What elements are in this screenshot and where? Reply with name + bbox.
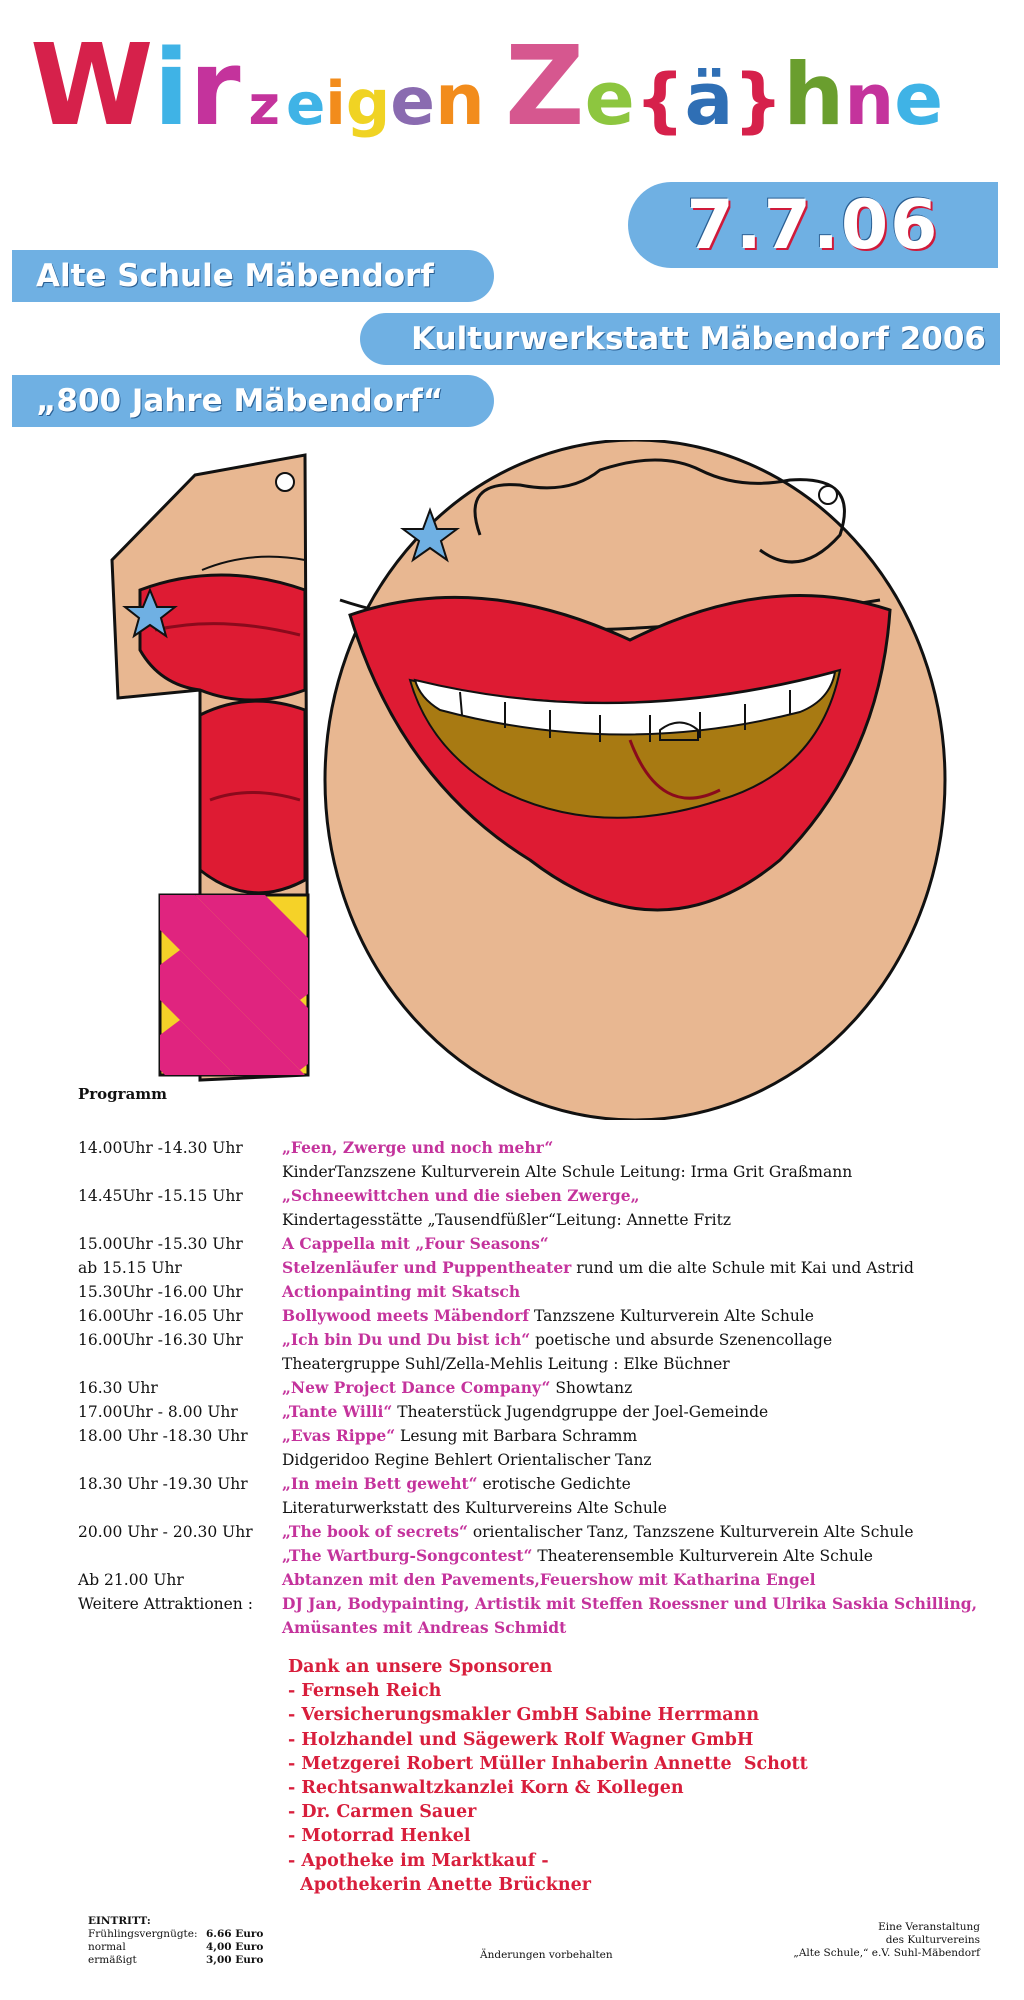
program-time: 16.30 Uhr — [78, 1379, 158, 1397]
title-letter: n — [844, 59, 895, 141]
sponsor-item: - Versicherungsmakler GmbH Sabine Herrmann — [288, 1705, 760, 1726]
program-row — [78, 1544, 978, 1568]
poster-title — [30, 21, 1000, 180]
program-highlight: „Schneewittchen und die sieben Zwerge„ — [282, 1186, 640, 1205]
program-row — [78, 1400, 978, 1424]
sponsor-item: - Rechtsanwaltzkanzlei Korn & Kollegen — [288, 1778, 684, 1799]
sponsor-item: - Metzgerei Robert Müller Inhaberin Annette Schott — [288, 1753, 808, 1774]
venue-name: Alte Schule Mäbendorf — [36, 258, 434, 294]
program-row — [78, 1184, 978, 1208]
organizer-banner — [360, 313, 1000, 365]
program-description — [282, 1448, 978, 1472]
price-label: ermäßigt — [88, 1954, 137, 1966]
date-banner — [628, 182, 998, 268]
program-description — [282, 1472, 978, 1496]
program-row — [78, 1136, 978, 1160]
program-detail: erotische Gedichte — [477, 1475, 631, 1493]
title-letter: Z — [504, 22, 585, 150]
sponsor-item: - Motorrad Henkel — [288, 1826, 471, 1847]
program-row — [78, 1616, 978, 1640]
program-time — [78, 1352, 282, 1376]
sponsor-item: - Holzhandel und Sägewerk Rolf Wagner GmbH — [288, 1729, 754, 1750]
ten-mouth-illustration — [100, 440, 980, 1120]
program-time: 16.00Uhr -16.30 Uhr — [78, 1331, 243, 1349]
program-heading: Programm — [78, 1085, 168, 1103]
digit-one-graphic — [112, 455, 340, 1120]
program-description — [282, 1496, 978, 1520]
program-row — [78, 1280, 978, 1304]
program-highlight: „Tante Willi“ — [282, 1402, 393, 1421]
program-row — [78, 1568, 978, 1592]
anniversary-text: „800 Jahre Mäbendorf“ — [36, 383, 444, 419]
program-highlight: „Feen, Zwerge und noch mehr“ — [282, 1138, 554, 1157]
program-time: 14.00Uhr -14.30 Uhr — [78, 1139, 243, 1157]
program-description — [282, 1328, 978, 1352]
program-description — [282, 1616, 978, 1640]
sponsor-item: Apothekerin Anette Brückner — [288, 1874, 591, 1895]
program-time — [78, 1208, 282, 1232]
program-time: 18.30 Uhr -19.30 Uhr — [78, 1475, 248, 1493]
program-highlight: „Evas Rippe“ — [282, 1426, 396, 1445]
program-time — [78, 1616, 282, 1640]
program-detail: KinderTanzszene Kulturverein Alte Schule Leitung: Irma Grit Graßmann — [282, 1163, 853, 1181]
program-description — [282, 1304, 978, 1328]
title-letter: e — [584, 56, 635, 142]
credit-line: des Kulturvereins — [885, 1934, 980, 1946]
program-detail: orientalischer Tanz, Tanzszene Kulturverein Alte Schule — [467, 1523, 914, 1541]
program-highlight: Bollywood meets Mäbendorf — [282, 1306, 530, 1325]
sponsor-heading: Dank an unsere Sponsoren — [288, 1657, 553, 1677]
program-highlight: „Ich bin Du und Du bist ich“ — [282, 1330, 531, 1349]
program-description — [282, 1592, 978, 1616]
program-time: Weitere Attraktionen : — [78, 1595, 253, 1613]
program-time: 15.00Uhr -15.30 Uhr — [78, 1235, 243, 1253]
price-label: normal — [88, 1941, 126, 1953]
title-letter: h — [783, 45, 845, 145]
program-highlight: Stelzenläufer und Puppentheater — [282, 1258, 572, 1277]
program-description — [282, 1184, 978, 1208]
title-letter: r — [189, 27, 241, 149]
program-list — [78, 1136, 978, 1640]
program-time — [78, 1496, 282, 1520]
program-detail: Tanzszene Kulturverein Alte Schule — [529, 1307, 814, 1325]
program-row — [78, 1424, 978, 1448]
program-time: 20.00 Uhr - 20.30 Uhr — [78, 1523, 253, 1541]
title-letter: } — [733, 59, 784, 141]
program-highlight: „In mein Bett geweht“ — [282, 1474, 478, 1493]
program-highlight: A Cappella mit „Four Seasons“ — [282, 1234, 549, 1253]
program-row — [78, 1304, 978, 1328]
price-row — [88, 1954, 263, 1967]
program-highlight: „New Project Dance Company“ — [282, 1378, 551, 1397]
digit-zero-face — [325, 440, 945, 1120]
program-time: Ab 21.00 Uhr — [78, 1571, 184, 1589]
program-time: 16.00Uhr -16.05 Uhr — [78, 1307, 243, 1325]
program-row — [78, 1592, 978, 1616]
program-time — [78, 1544, 282, 1568]
program-row — [78, 1160, 978, 1184]
program-highlight: „The Wartburg-Songcontest“ — [282, 1546, 533, 1565]
program-description — [282, 1400, 978, 1424]
program-time: 15.30Uhr -16.00 Uhr — [78, 1283, 243, 1301]
program-description — [282, 1376, 978, 1400]
title-letter: n — [435, 59, 485, 141]
program-detail: Theaterstück Jugendgruppe der Joel-Gemeinde — [392, 1403, 769, 1421]
organizer-credit — [793, 1921, 980, 1960]
program-description — [282, 1208, 978, 1232]
program-time — [78, 1160, 282, 1184]
program-highlight: DJ Jan, Bodypainting, Artistik mit Steffen Roessner und Ulrika Saskia Schilling, — [282, 1594, 977, 1613]
program-description — [282, 1232, 978, 1256]
program-row — [78, 1208, 978, 1232]
title-letter: e — [894, 57, 944, 141]
price-value: 6.66 Euro — [206, 1928, 264, 1940]
program-detail: Literaturwerkstatt des Kulturvereins Alte Schule — [282, 1499, 667, 1517]
program-time — [78, 1448, 282, 1472]
anniversary-banner — [12, 375, 494, 427]
event-date: 7.7.06 — [686, 185, 940, 265]
program-detail: Theatergruppe Suhl/Zella-Mehlis Leitung : Elke Büchner — [282, 1355, 730, 1373]
program-detail: rund um die alte Schule mit Kai und Astrid — [571, 1259, 914, 1277]
program-detail: Didgeridoo Regine Behlert Orientalischer Tanz — [282, 1451, 652, 1469]
program-description — [282, 1544, 978, 1568]
entry-label: EINTRITT: — [88, 1915, 151, 1927]
program-time: 14.45Uhr -15.15 Uhr — [78, 1187, 243, 1205]
title-letter: e — [390, 63, 436, 140]
program-row — [78, 1328, 978, 1352]
program-description — [282, 1424, 978, 1448]
price-label: Frühlingsvergnügte: — [88, 1928, 198, 1940]
program-description — [282, 1352, 978, 1376]
credit-line: Eine Veranstaltung — [878, 1921, 980, 1933]
program-row — [78, 1472, 978, 1496]
entry-prices — [88, 1915, 263, 1967]
program-row — [78, 1256, 978, 1280]
organizer-name: Kulturwerkstatt Mäbendorf 2006 — [411, 321, 986, 357]
sponsor-list — [288, 1655, 808, 1897]
price-value: 4,00 Euro — [206, 1941, 264, 1953]
title-letter: { — [634, 59, 685, 141]
title-letter: e — [285, 70, 326, 138]
title-letter: z — [248, 74, 280, 137]
sponsor-item: - Fernseh Reich — [288, 1681, 442, 1702]
program-highlight: Amüsantes mit Andreas Schmidt — [282, 1618, 567, 1637]
program-description — [282, 1520, 978, 1544]
title-letter: ä — [684, 57, 734, 141]
program-highlight: Actionpainting mit Skatsch — [282, 1282, 521, 1301]
title-letter: g — [345, 66, 391, 139]
program-description — [282, 1136, 978, 1160]
program-detail: Theaterensemble Kulturverein Alte Schule — [532, 1547, 873, 1565]
program-row — [78, 1520, 978, 1544]
title-letter: i — [325, 69, 346, 139]
program-description — [282, 1256, 978, 1280]
program-description — [282, 1280, 978, 1304]
sponsor-item: - Dr. Carmen Sauer — [288, 1802, 477, 1823]
price-row — [88, 1928, 263, 1941]
program-row — [78, 1232, 978, 1256]
program-time: 18.00 Uhr -18.30 Uhr — [78, 1427, 248, 1445]
changes-reserved-note: Änderungen vorbehalten — [480, 1949, 613, 1961]
program-detail: poetische und absurde Szenencollage — [530, 1331, 833, 1349]
program-row — [78, 1376, 978, 1400]
program-highlight: Abtanzen mit den Pavements,Feuershow mit Katharina Engel — [282, 1570, 816, 1589]
program-row — [78, 1448, 978, 1472]
program-detail: Showtanz — [550, 1379, 633, 1397]
title-letter: W — [30, 21, 154, 151]
program-description — [282, 1568, 978, 1592]
price-row — [88, 1941, 263, 1954]
program-highlight: „The book of secrets“ — [282, 1522, 468, 1541]
price-value: 3,00 Euro — [206, 1954, 264, 1966]
venue-banner — [12, 250, 494, 302]
program-row — [78, 1496, 978, 1520]
program-time: 17.00Uhr - 8.00 Uhr — [78, 1403, 238, 1421]
sponsor-item: - Apotheke im Marktkauf - — [288, 1850, 549, 1871]
program-detail: Lesung mit Barbara Schramm — [395, 1427, 638, 1445]
title-letter: i — [153, 27, 190, 149]
program-time: ab 15.15 Uhr — [78, 1259, 182, 1277]
program-description — [282, 1160, 978, 1184]
program-row — [78, 1352, 978, 1376]
credit-line: „Alte Schule,“ e.V. Suhl-Mäbendorf — [793, 1947, 980, 1959]
program-detail: Kindertagesstätte „Tausendfüßler“Leitung: Annette Fritz — [282, 1211, 732, 1229]
